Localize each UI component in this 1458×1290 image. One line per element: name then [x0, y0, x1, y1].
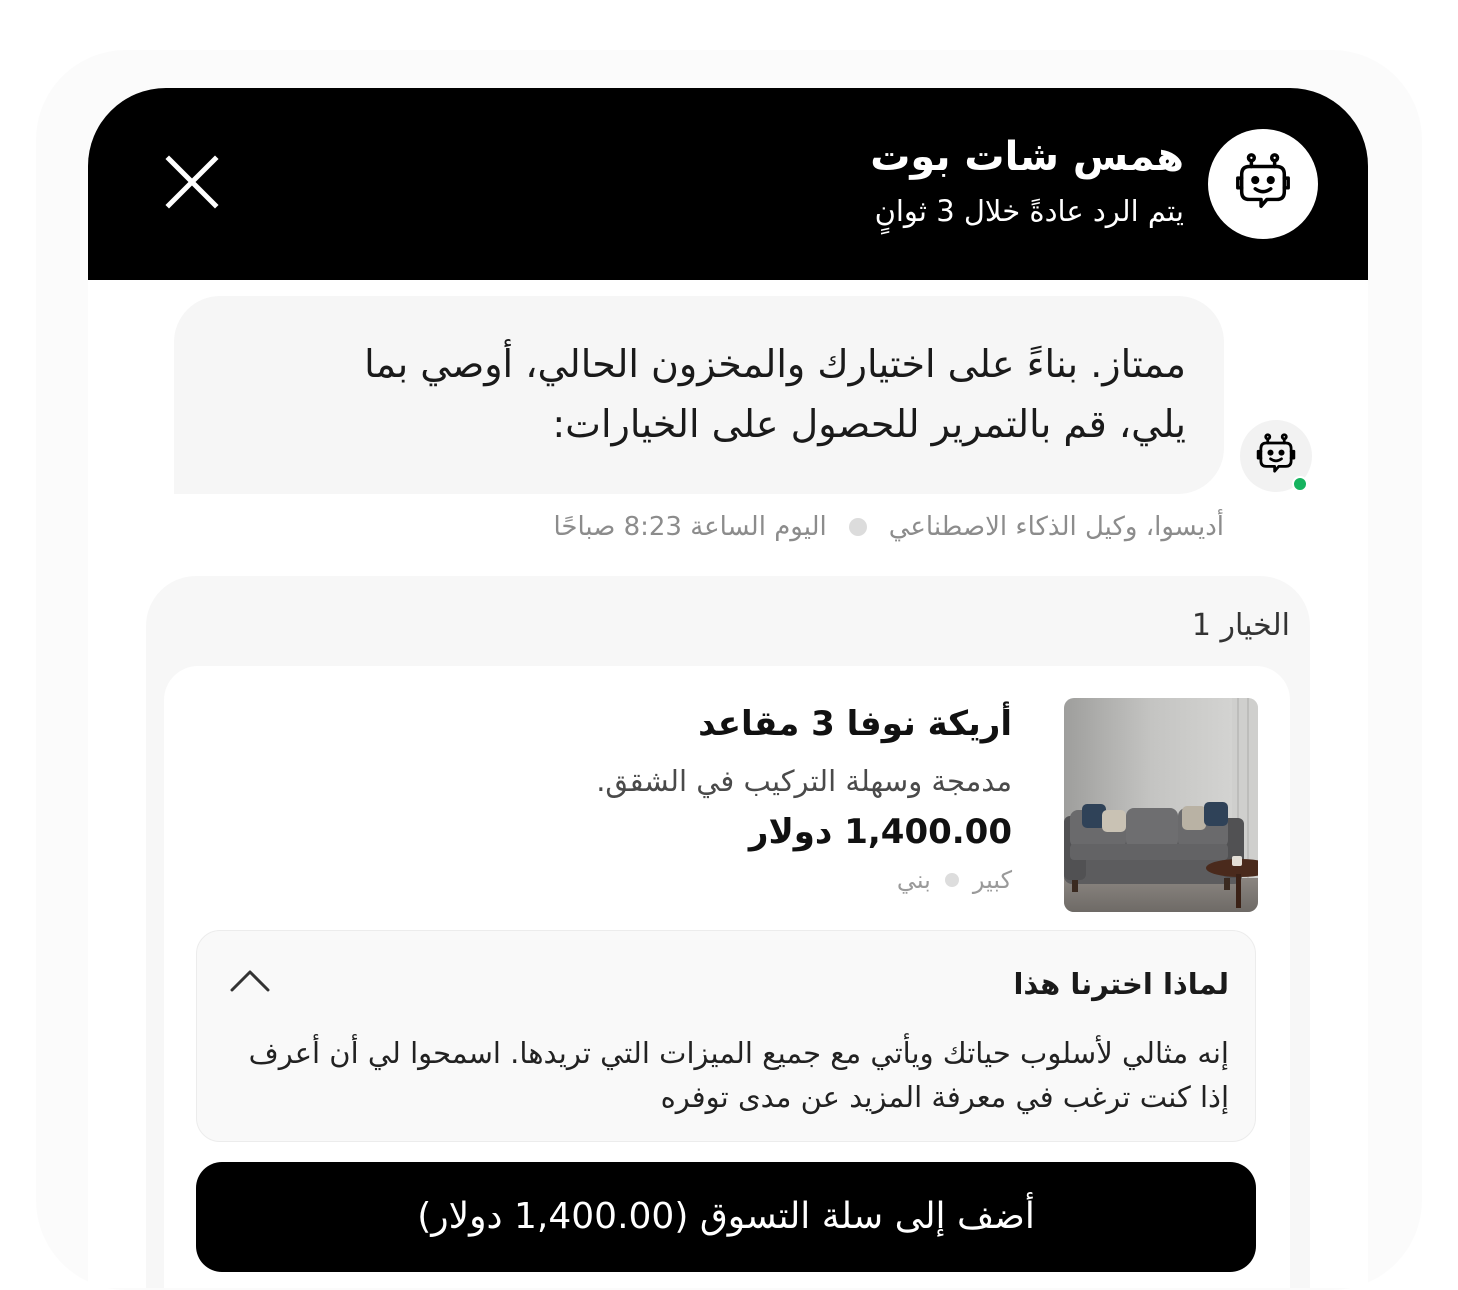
- product-attributes: [897, 866, 1012, 894]
- product-color: بني: [896, 866, 931, 894]
- chat-widget: [88, 88, 1368, 1288]
- message-line: يلي، قم بالتمرير للحصول على الخيارات:: [552, 402, 1186, 446]
- chat-response-time: يتم الرد عادةً خلال 3 ثوانٍ: [874, 194, 1184, 228]
- why-title[interactable]: لماذا اخترنا هذا: [1013, 967, 1229, 1001]
- option-card: [146, 576, 1310, 1288]
- separator-dot: [849, 518, 867, 536]
- option-label: الخيار 1: [1191, 608, 1290, 643]
- product-size: كبير: [972, 866, 1012, 894]
- product-description: مدمجة وسهلة التركيب في الشقق.: [596, 764, 1012, 798]
- separator-dot: [945, 873, 959, 887]
- product-name[interactable]: أريكة نوفا 3 مقاعد: [698, 704, 1012, 744]
- chat-header: [88, 88, 1368, 280]
- product-card[interactable]: [164, 666, 1290, 1288]
- online-status-dot: [1292, 476, 1308, 492]
- header-avatar: [1208, 129, 1318, 239]
- add-to-cart-button[interactable]: أضف إلى سلة التسوق (1,400.00 دولار): [196, 1162, 1256, 1272]
- message-line: ممتاز. بناءً على اختيارك والمخزون الحالي، أوصي بما: [364, 342, 1186, 386]
- close-button[interactable]: [160, 152, 224, 216]
- sofa-image[interactable]: [1064, 698, 1258, 912]
- message-meta: [553, 512, 1224, 542]
- chat-title: همس شات بوت: [870, 134, 1184, 180]
- message-sender: أديسوا، وكيل الذكاء الاصطناعي: [888, 512, 1224, 542]
- bot-message-bubble: [174, 296, 1224, 494]
- close-icon: [164, 154, 220, 214]
- chevron-up-icon: [229, 968, 271, 998]
- message-time: اليوم الساعة 8:23 صباحًا: [553, 512, 827, 542]
- product-price: 1,400.00 دولار: [748, 812, 1012, 852]
- why-text: إنه مثالي لأسلوب حياتك ويأتي مع جميع الميزات التي تريدها. اسمحوا لي أن أعرف إذا كنت ترغب في معرفة المزيد عن مدى توفره: [248, 1036, 1229, 1114]
- why-we-chose-panel: [196, 930, 1256, 1142]
- collapse-toggle[interactable]: [227, 963, 273, 1003]
- robot-chat-icon: [1232, 151, 1294, 217]
- robot-chat-icon: [1254, 432, 1298, 480]
